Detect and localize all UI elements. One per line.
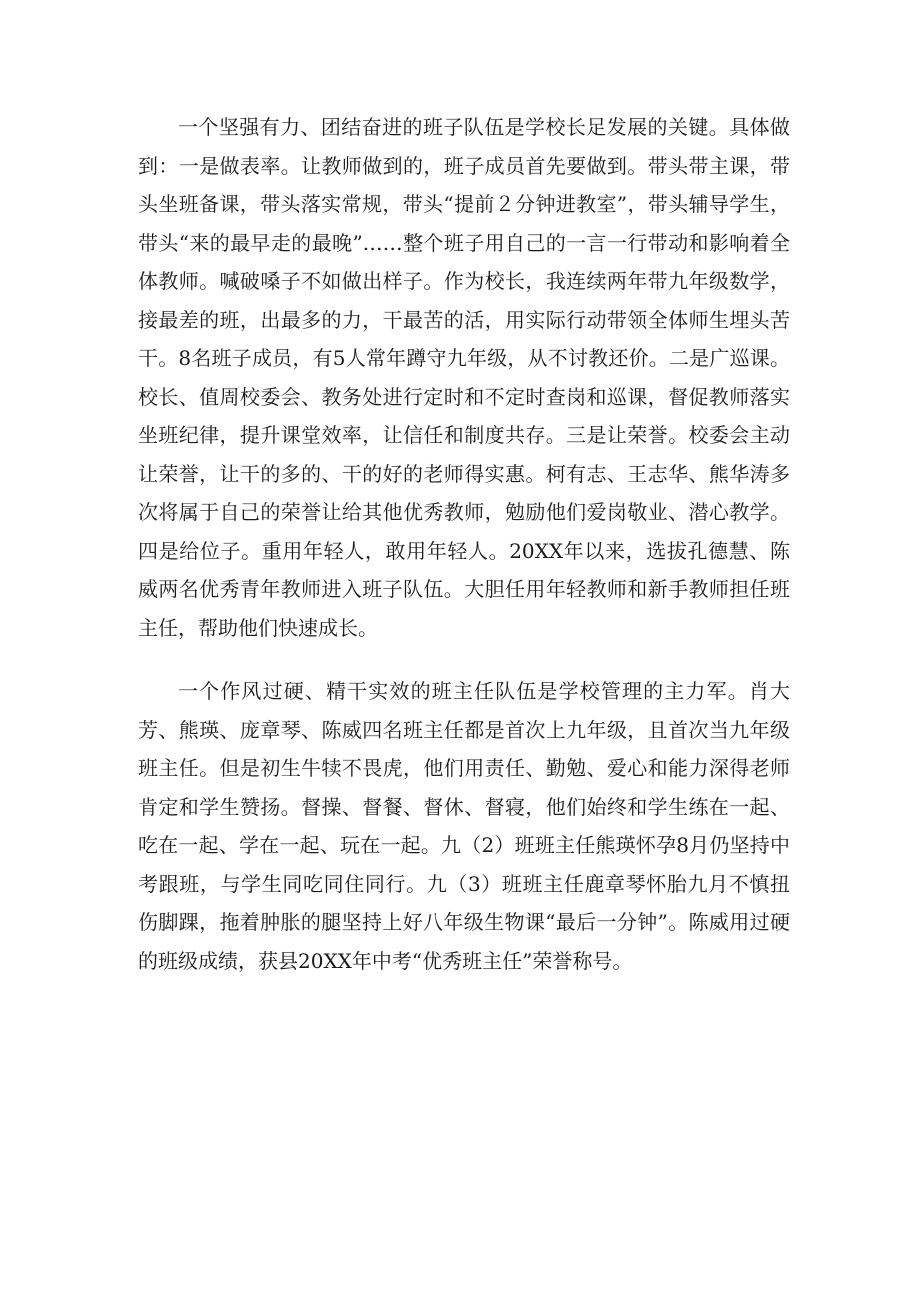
document-body (138, 108, 790, 980)
paragraph-leadership-team: 一个坚强有力、团结奋进的班子队伍是学校长足发展的关键。具体做到：一是做表率。让教师做到的，班子成员首先要做到。带头带主课，带头坐班备课，带头落实常规，带头“提前２分钟进教室”，带头辅导学生，带头“来的最早走的最晚”……整个班子用自己的一言一行带动和影响着全体教师。喊破嗓子不如做出样子。作为校长，我连续两年带九年级数学，接最差的班，出最多的力，干最苦的活，用实际行动带领全体师生埋头苦干。8名班子成员，有5人常年蹲守九年级，从不讨教还价。二是广巡课。校长、值周校委会、教务处进行定时和不定时查岗和巡课，督促教师落实坐班纪律，提升课堂效率，让信任和制度共存。三是让荣誉。校委会主动让荣誉，让干的多的、干的好的老师得实惠。柯有志、王志华、熊华涛多次将属于自己的荣誉让给其他优秀教师，勉励他们爱岗敬业、潜心教学。四是给位子。重用年轻人，敢用年轻人。20XX年以来，选拔孔德慧、陈威两名优秀青年教师进入班子队伍。大胆任用年轻教师和新手教师担任班主任，帮助他们快速成长。 (138, 115, 790, 640)
paragraph-head-teachers: 一个作风过硬、精干实效的班主任队伍是学校管理的主力军。肖大芳、熊瑛、庞章琴、陈威四名班主任都是首次上九年级，且首次当九年级班主任。但是初生牛犊不畏虎，他们用责任、勤勉、爱心和能力深得老师肯定和学生赞扬。督操、督餐、督休、督寝，他们始终和学生练在一起、吃在一起、学在一起、玩在一起。九（2）班班主任熊瑛怀孕8月仍坚持中考跟班，与学生同吃同住同行。九（3）班班主任鹿章琴怀胎九月不慎扭伤脚踝，拖着肿胀的腿坚持上好八年级生物课“最后一分钟”。陈威用过硬的班级成绩，获县20XX年中考“优秀班主任”荣誉称号。 (138, 679, 790, 973)
